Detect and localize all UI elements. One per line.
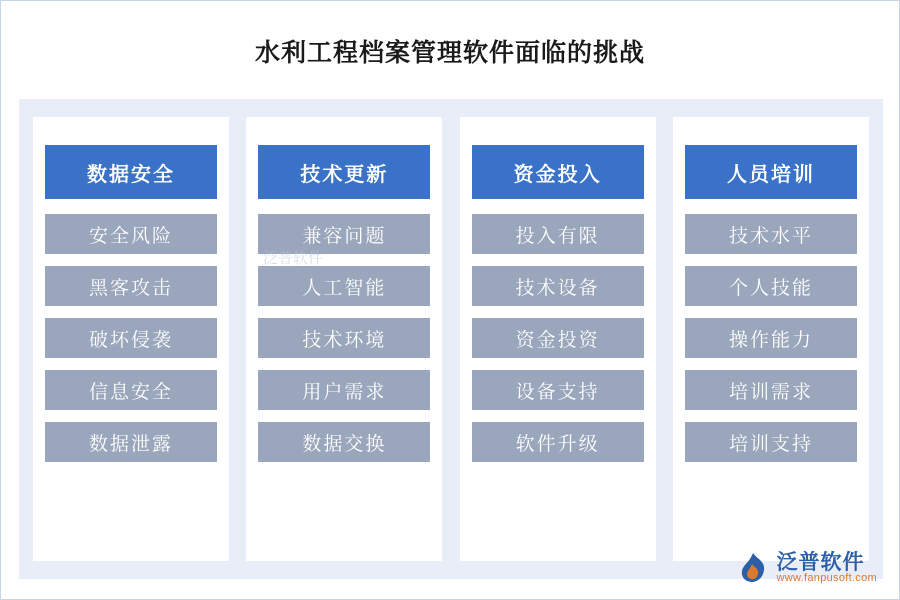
list-item: 人工智能: [258, 266, 430, 306]
list-item: 个人技能: [685, 266, 857, 306]
list-item: 破坏侵袭: [45, 318, 217, 358]
list-item: 软件升级: [472, 422, 644, 462]
flame-logo-icon: [736, 551, 770, 585]
column-header: 资金投入: [472, 145, 644, 199]
column-data-security: [33, 117, 229, 561]
list-item: 技术环境: [258, 318, 430, 358]
list-item: 技术设备: [472, 266, 644, 306]
list-item: 用户需求: [258, 370, 430, 410]
list-item: 操作能力: [685, 318, 857, 358]
list-item: 信息安全: [45, 370, 217, 410]
column-staff-training: [673, 117, 869, 561]
center-watermark: 泛普软件: [263, 250, 324, 267]
list-item: 兼容问题: [258, 214, 430, 254]
list-item: 技术水平: [685, 214, 857, 254]
brand-logo: [736, 551, 877, 585]
columns-board: [19, 99, 883, 579]
list-item: 数据泄露: [45, 422, 217, 462]
list-item: 资金投资: [472, 318, 644, 358]
column-header: 数据安全: [45, 145, 217, 199]
column-funding-investment: [460, 117, 656, 561]
brand-name: 泛普软件: [776, 550, 865, 575]
list-item: 投入有限: [472, 214, 644, 254]
column-header: 人员培训: [685, 145, 857, 199]
list-item: 数据交换: [258, 422, 430, 462]
column-technology-update: [246, 117, 442, 561]
brand-url: www.fanpusoft.com: [776, 572, 877, 585]
list-item: 培训需求: [685, 370, 857, 410]
brand-text: [777, 551, 877, 585]
list-item: 安全风险: [45, 214, 217, 254]
column-header: 技术更新: [258, 145, 430, 199]
list-item: 黑客攻击: [45, 266, 217, 306]
page-title: 水利工程档案管理软件面临的挑战: [254, 40, 645, 67]
list-item: 培训支持: [685, 422, 857, 462]
list-item: 设备支持: [472, 370, 644, 410]
